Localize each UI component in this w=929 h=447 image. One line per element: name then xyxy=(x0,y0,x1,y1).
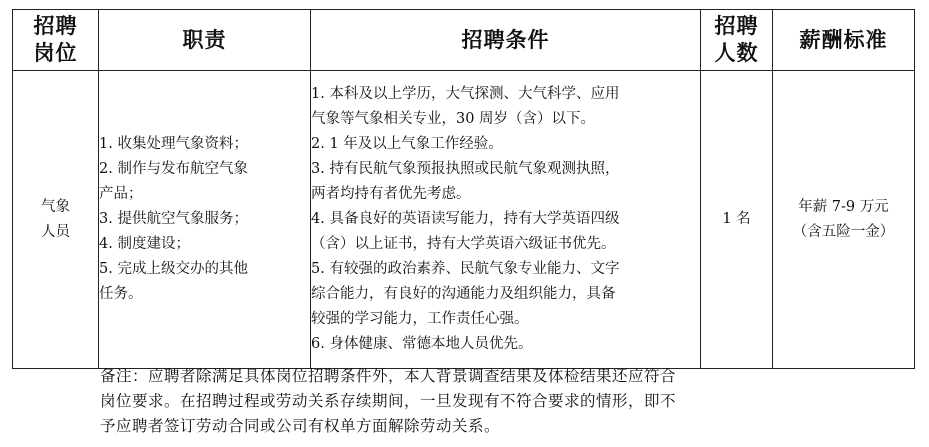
requirement-item: 6. 身体健康、常德本地人员优先。 xyxy=(311,336,533,352)
count-value: 1 名 xyxy=(722,211,751,227)
requirement-item: 4. 具备良好的英语读写能力，持有大学英语四级 （含）以上证书，持有大学英语六级证书优先。 xyxy=(311,211,620,252)
position-cell: 气象 人员 xyxy=(13,71,99,369)
requirements-cell xyxy=(311,71,701,369)
header-salary: 薪酬标准 xyxy=(773,10,915,71)
footnote: 备注：应聘者除满足具体岗位招聘条件外，本人背景调查结果及体检结果还应符合 岗位要求。在招聘过程或劳动关系存续期间，一旦发现有不符合要求的情形，即不 予应聘者签订劳动合同或公司有权单方面解除劳动关系。 xyxy=(100,367,677,435)
header-position: 招聘 岗位 xyxy=(13,10,99,71)
duties-cell xyxy=(99,71,311,369)
duty-item: 2. 制作与发布航空气象 产品； xyxy=(99,161,248,202)
table-header-row xyxy=(13,10,915,71)
duty-item: 3. 提供航空气象服务； xyxy=(99,211,248,227)
duty-item: 4. 制度建设； xyxy=(99,236,190,252)
duty-item: 5. 完成上级交办的其他 任务。 xyxy=(99,261,248,302)
header-duties: 职责 xyxy=(99,10,311,71)
duty-item: 1. 收集处理气象资料； xyxy=(99,136,248,152)
salary-benefits: （含五险一金） xyxy=(792,223,895,240)
table-row xyxy=(13,71,915,369)
requirement-item: 3. 持有民航气象预报执照或民航气象观测执照， 两者均持有者优先考虑。 xyxy=(311,161,620,202)
requirement-item: 5. 有较强的政治素养、民航气象专业能力、文字 综合能力，有良好的沟通能力及组织能力，具备 较强的学习能力，工作责任心强。 xyxy=(311,261,620,327)
requirement-item: 1. 本科及以上学历，大气探测、大气科学、应用 气象等气象相关专业，30 周岁（含）以下。 xyxy=(311,86,620,127)
count-cell xyxy=(701,71,773,369)
recruitment-table xyxy=(12,9,915,369)
header-count: 招聘 人数 xyxy=(701,10,773,71)
salary-cell xyxy=(773,71,915,369)
requirement-item: 2. 1 年及以上气象工作经验。 xyxy=(311,136,503,152)
header-requirements: 招聘条件 xyxy=(311,10,701,71)
salary-amount: 年薪 7-9 万元 xyxy=(798,198,889,215)
